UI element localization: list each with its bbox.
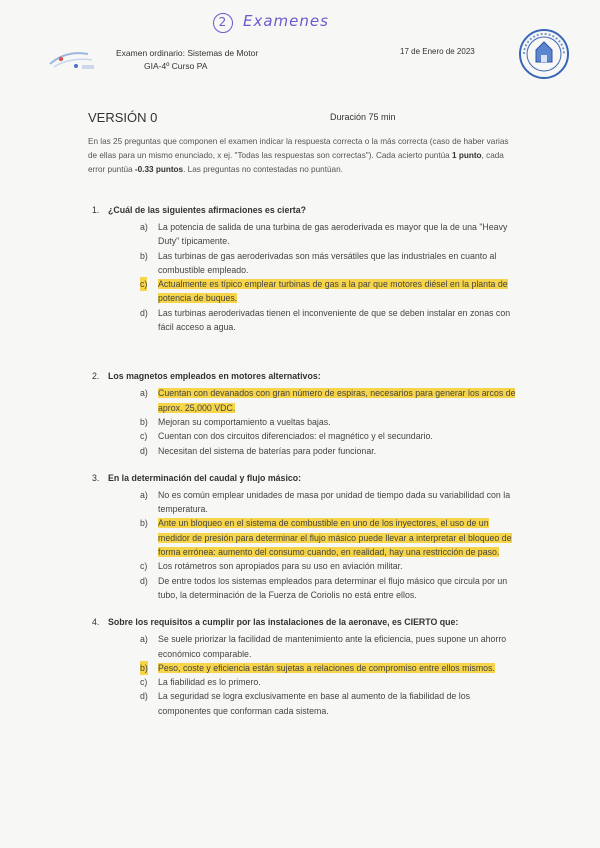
question-2 [92, 370, 518, 457]
question-number: 1. [92, 205, 100, 215]
option-text: Se suele priorizar la facilidad de mantenimiento ante la eficiencia, pues supone un ahorro económico comparable. [158, 634, 507, 659]
option-letter: c) [140, 677, 148, 688]
option-text: La seguridad se logra exclusivamente en base al aumento de la fiabilidad de los componentes que conforman cada sistema. [158, 691, 471, 716]
option-text: Cuentan con dos circuitos diferenciados: el magnético y el secundario. [158, 431, 433, 442]
option-text: Actualmente es típico emplear turbinas de gas a la par que motores diésel en la planta de potencia de buques. [158, 279, 508, 304]
handwritten-number: 2 [213, 13, 233, 33]
instructions-points-wrong: -0.33 puntos [134, 165, 184, 174]
answer-option-highlighted [92, 386, 518, 415]
option-text: Mejoran su comportamiento a vueltas bajas. [158, 416, 331, 427]
option-letter: d) [140, 445, 148, 456]
option-text: Necesitan del sistema de baterías para poder funcionar. [158, 445, 377, 456]
option-text: La fiabilidad es lo primero. [158, 677, 261, 688]
instructions-text-2: , cada error puntúa [88, 151, 504, 174]
question-number: 2. [92, 371, 100, 382]
question-2-title [92, 370, 518, 383]
question-text: Sobre los requisitos a cumplir por las instalaciones de la aeronave, es CIERTO que: [108, 617, 459, 628]
question-3 [92, 472, 518, 602]
option-text: No es común emplear unidades de masa por unidad de tiempo dada su variabilidad con la temperatura. [158, 489, 511, 515]
answer-option-highlighted [92, 277, 518, 306]
university-logo-icon [48, 48, 98, 72]
exam-instructions [88, 135, 518, 177]
option-letter: b) [140, 250, 148, 261]
answer-option-highlighted [92, 661, 518, 675]
question-text: ¿Cuál de las siguientes afirmaciones es cierta? [108, 205, 307, 215]
answer-option [92, 415, 518, 429]
question-text: En la determinación del caudal y flujo másico: [108, 472, 302, 483]
option-text: De entre todos los sistemas empleados para determinar el flujo másico que circula por un tubo, la determinación de la Fuerza de Coriolis no está entre ellos. [158, 575, 508, 600]
answer-option [92, 249, 518, 278]
exam-version: VERSIÓN 0 [88, 110, 158, 125]
question-list [92, 204, 518, 732]
question-4 [92, 616, 518, 718]
question-3-title [92, 472, 518, 485]
answer-option [92, 220, 518, 249]
option-letter: c) [140, 561, 148, 572]
option-text: Cuentan con devanados con gran número de espiras, necesarios para generar los arcos de aprox. 25,000 VDC. [158, 388, 516, 413]
exam-header [116, 47, 258, 73]
exam-subtitle: GIA-4º Curso PA [144, 61, 208, 71]
option-letter: c) [140, 431, 148, 442]
question-1-title [92, 204, 518, 217]
answer-option [92, 488, 518, 517]
option-letter: b) [140, 416, 148, 427]
exam-date: 17 de Enero de 2023 [400, 47, 475, 56]
answer-option [92, 444, 518, 458]
university-seal-icon [518, 28, 570, 80]
handwritten-text: Examenes [243, 12, 329, 30]
option-text: La potencia de salida de una turbina de gas aeroderivada es mayor que la de una "Heavy Duty" típicamente. [158, 222, 508, 247]
instructions-text-3: . Las preguntas no contestadas no puntúan. [183, 165, 343, 174]
option-letter: b) [140, 661, 148, 675]
exam-title: Examen ordinario: Sistemas de Motor [116, 48, 259, 58]
question-4-title [92, 616, 518, 629]
option-letter: d) [140, 307, 148, 318]
option-letter: a) [140, 222, 148, 232]
answer-option [92, 574, 518, 603]
option-letter: b) [140, 518, 148, 529]
answer-option [92, 689, 518, 718]
exam-duration: Duración 75 min [330, 112, 396, 122]
option-text: Los rotámetros son apropiados para su uso en aviación militar. [158, 561, 403, 572]
option-letter: a) [140, 489, 148, 500]
instructions-points-correct: 1 punto [451, 151, 482, 160]
option-letter: a) [140, 388, 148, 399]
question-number: 3. [92, 472, 100, 483]
option-text: Las turbinas de gas aeroderivadas son más versátiles que las industriales en cuanto al combustible empleado. [158, 250, 497, 275]
answer-option [92, 559, 518, 573]
answer-option [92, 632, 518, 661]
answer-option [92, 306, 518, 335]
handwritten-note [213, 12, 329, 33]
option-letter: d) [140, 575, 148, 586]
answer-option [92, 675, 518, 689]
answer-option [92, 429, 518, 443]
option-letter: d) [140, 691, 148, 702]
answer-option-highlighted [92, 516, 518, 559]
option-text: Ante un bloqueo en el sistema de combustible en uno de los inyectores, el uso de un medidor de presión para determinar el flujo másico puede llevar a interpretar el bloqueo de forma errónea: aumento del consumo cuando, en realidad, hay una restricción de paso. [158, 518, 512, 558]
option-text: Peso, coste y eficiencia están sujetas a relaciones de compromiso entre ellos mismos. [158, 662, 495, 673]
option-text: Las turbinas aeroderivadas tienen el inconveniente de que se deben instalar en zonas con fácil acceso a agua. [158, 307, 511, 333]
instructions-text-1: En las 25 preguntas que componen el examen indicar la respuesta correcta o la más correcta (caso de haber varias de ellas para un mismo enunciado, x ej. "Todas las respuestas son correctas"). Cada acierto puntúa [88, 137, 509, 160]
question-1 [92, 204, 518, 334]
option-letter: a) [140, 634, 148, 645]
option-letter: c) [140, 277, 147, 291]
question-number: 4. [92, 617, 100, 628]
question-text: Los magnetos empleados en motores alternativos: [108, 371, 321, 382]
